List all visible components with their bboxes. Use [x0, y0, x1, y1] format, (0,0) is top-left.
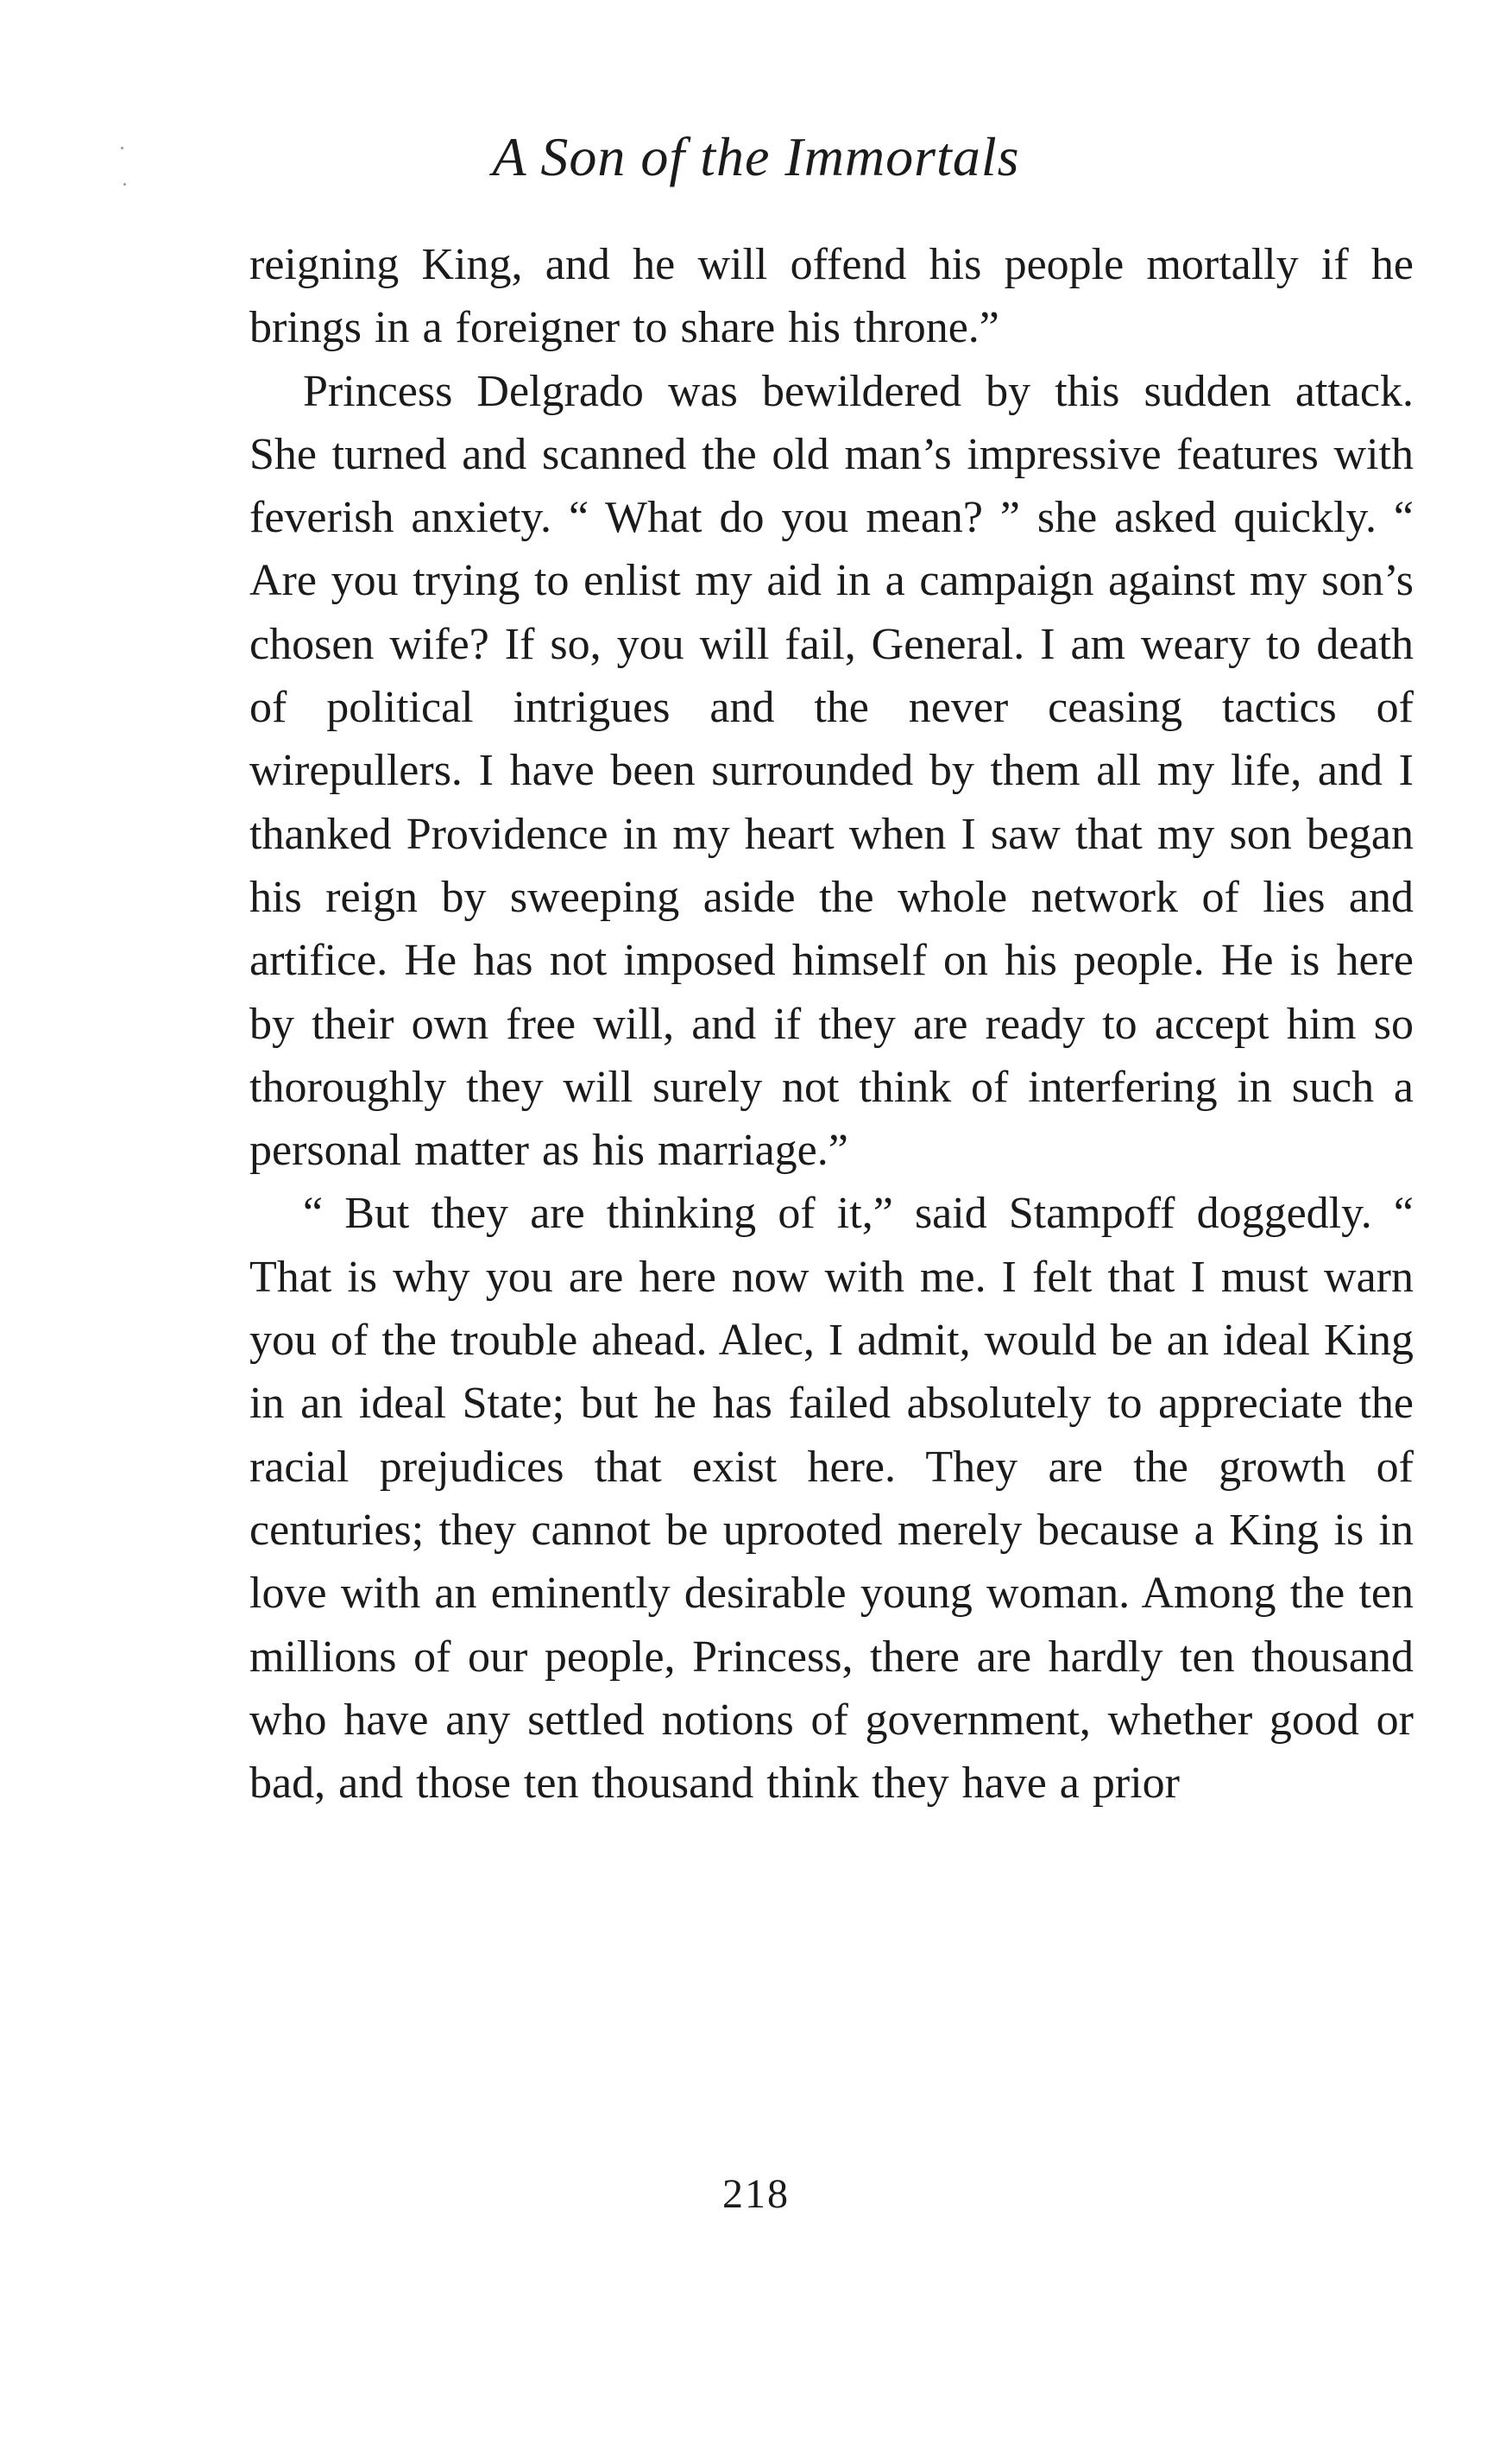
paragraph: reigning King, and he will offend his people mortally if he brings in a foreigner to share his throne.” [249, 240, 1414, 353]
running-head: A Son of the Immortals [492, 126, 1020, 187]
page-number: 218 [722, 2171, 790, 2217]
body-text [249, 233, 1414, 1815]
paragraph: Princess Delgrado was bewildered by this sudden attack. She turned and scanned the old man’s impressive features with feverish anxiety. “ What do you mean? ” she asked quickly. “ Are you trying to enlist my aid in a campaign against my son’s chosen wife? If so, you will fail, General. I am weary to death of political intrigues and the never ceasing tactics of wirepullers. I have been surrounded by them all my life, and I thanked Providence in my heart when I saw that my son began his reign by sweeping aside the whole network of lies and artifice. He has not imposed himself on his people. He is here by their own free will, and if they are ready to accept him so thoroughly they will surely not think of interfering in such a personal matter as his marriage.” [249, 366, 1414, 1176]
paragraph: “ But they are thinking of it,” said Stampoff doggedly. “ That is why you are here now with me. I felt that I must warn you of the trouble ahead. Alec, I admit, would be an ideal King in an ideal State; but he has failed absolutely to appreciate the racial prejudices that exist here. They are the growth of centuries; they cannot be uprooted merely because a King is in love with an eminently desirable young woman. Among the ten millions of our people, Princess, there are hardly ten thousand who have any settled notions of government, whether good or bad, and those ten thousand think they have a prior [249, 1189, 1414, 1809]
